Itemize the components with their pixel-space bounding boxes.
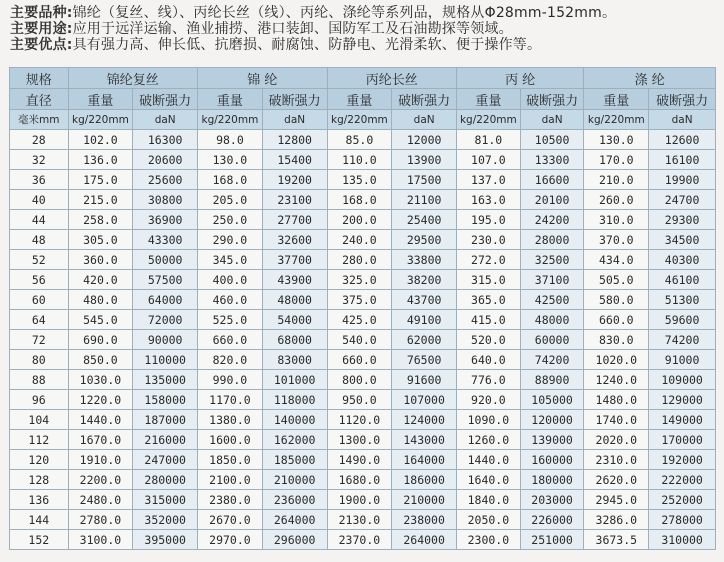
header-unit-strength: daN — [262, 110, 327, 130]
cell-strength: 50000 — [133, 250, 198, 270]
cell-weight: 205.0 — [198, 190, 263, 210]
cell-weight: 258.0 — [68, 210, 133, 230]
cell-diameter: 88 — [10, 370, 69, 390]
table-row — [10, 130, 716, 150]
cell-diameter: 104 — [10, 410, 69, 430]
cell-strength: 216000 — [133, 430, 198, 450]
cell-strength: 158000 — [133, 390, 198, 410]
cell-strength: 105000 — [520, 390, 584, 410]
cell-diameter: 44 — [10, 210, 69, 230]
header-weight: 重量 — [327, 89, 392, 110]
cell-strength: 296000 — [262, 530, 327, 550]
cell-diameter: 40 — [10, 190, 69, 210]
cell-diameter: 112 — [10, 430, 69, 450]
cell-weight: 85.0 — [327, 130, 392, 150]
cell-weight: 1490.0 — [327, 450, 392, 470]
cell-diameter: 152 — [10, 530, 69, 550]
cell-strength: 15400 — [262, 150, 327, 170]
cell-weight: 175.0 — [68, 170, 133, 190]
cell-strength: 180000 — [520, 470, 584, 490]
header-unit-strength: daN — [520, 110, 584, 130]
cell-strength: 149000 — [649, 410, 716, 430]
header-unit-weight: kg/220mm — [457, 110, 521, 130]
cell-weight: 360.0 — [68, 250, 133, 270]
cell-weight: 107.0 — [457, 150, 521, 170]
header-material: 丙纶长丝 — [327, 68, 456, 89]
cell-strength: 60000 — [520, 330, 584, 350]
cell-weight: 1640.0 — [457, 470, 521, 490]
cell-weight: 415.0 — [457, 310, 521, 330]
cell-strength: 226000 — [520, 510, 584, 530]
cell-weight: 375.0 — [327, 290, 392, 310]
intro-text: 锦纶（复丝、线）、丙纶长丝（线）、丙纶、涤纶等系列品，规格从Φ28mm-152mm。 — [72, 5, 617, 21]
header-row-units — [10, 110, 716, 130]
cell-weight: 2200.0 — [68, 470, 133, 490]
cell-strength: 164000 — [392, 450, 457, 470]
cell-strength: 51300 — [649, 290, 716, 310]
cell-weight: 310.0 — [584, 210, 649, 230]
cell-strength: 129000 — [649, 390, 716, 410]
cell-strength: 33800 — [392, 250, 457, 270]
cell-weight: 540.0 — [327, 330, 392, 350]
table-row — [10, 310, 716, 330]
cell-strength: 28000 — [520, 230, 584, 250]
cell-strength: 140000 — [262, 410, 327, 430]
header-unit-weight: kg/220mm — [327, 110, 392, 130]
cell-strength: 21100 — [392, 190, 457, 210]
cell-weight: 1170.0 — [198, 390, 263, 410]
cell-strength: 72000 — [133, 310, 198, 330]
intro-section — [0, 0, 724, 53]
table-row — [10, 330, 716, 350]
cell-strength: 315000 — [133, 490, 198, 510]
cell-diameter: 80 — [10, 350, 69, 370]
cell-strength: 43700 — [392, 290, 457, 310]
cell-weight: 1850.0 — [198, 450, 263, 470]
cell-weight: 2670.0 — [198, 510, 263, 530]
cell-weight: 690.0 — [68, 330, 133, 350]
cell-weight: 545.0 — [68, 310, 133, 330]
cell-diameter: 52 — [10, 250, 69, 270]
cell-diameter: 120 — [10, 450, 69, 470]
header-unit-mm: 毫米mm — [10, 110, 69, 130]
intro-label: 主要用途: — [10, 21, 73, 37]
cell-strength: 25400 — [392, 210, 457, 230]
cell-weight: 3673.5 — [584, 530, 649, 550]
cell-strength: 238000 — [392, 510, 457, 530]
cell-diameter: 56 — [10, 270, 69, 290]
cell-weight: 1900.0 — [327, 490, 392, 510]
table-row — [10, 510, 716, 530]
cell-strength: 236000 — [262, 490, 327, 510]
header-material: 丙 纶 — [457, 68, 584, 89]
cell-strength: 48000 — [262, 290, 327, 310]
cell-weight: 260.0 — [584, 190, 649, 210]
cell-weight: 830.0 — [584, 330, 649, 350]
cell-strength: 25600 — [133, 170, 198, 190]
cell-strength: 264000 — [262, 510, 327, 530]
intro-text: 具有强力高、伸长低、抗磨损、耐腐蚀、防静电、光滑柔软、便于操作等。 — [72, 37, 542, 53]
cell-strength: 186000 — [392, 470, 457, 490]
cell-weight: 210.0 — [584, 170, 649, 190]
cell-weight: 102.0 — [68, 130, 133, 150]
header-weight: 重量 — [457, 89, 521, 110]
header-unit-weight: kg/220mm — [68, 110, 133, 130]
header-material: 锦 纶 — [198, 68, 327, 89]
cell-strength: 91600 — [392, 370, 457, 390]
cell-strength: 36900 — [133, 210, 198, 230]
cell-weight: 525.0 — [198, 310, 263, 330]
cell-weight: 2100.0 — [198, 470, 263, 490]
table-row — [10, 450, 716, 470]
cell-weight: 660.0 — [198, 330, 263, 350]
cell-strength: 43300 — [133, 230, 198, 250]
cell-weight: 280.0 — [327, 250, 392, 270]
cell-strength: 54000 — [262, 310, 327, 330]
cell-weight: 1300.0 — [327, 430, 392, 450]
cell-strength: 24200 — [520, 210, 584, 230]
cell-weight: 580.0 — [584, 290, 649, 310]
header-unit-weight: kg/220mm — [198, 110, 263, 130]
cell-weight: 1680.0 — [327, 470, 392, 490]
cell-weight: 776.0 — [457, 370, 521, 390]
cell-strength: 46100 — [649, 270, 716, 290]
cell-weight: 2970.0 — [198, 530, 263, 550]
header-row-materials — [10, 68, 716, 89]
cell-weight: 400.0 — [198, 270, 263, 290]
cell-weight: 81.0 — [457, 130, 521, 150]
header-material: 锦纶复丝 — [68, 68, 197, 89]
cell-weight: 850.0 — [68, 350, 133, 370]
cell-weight: 240.0 — [327, 230, 392, 250]
table-row — [10, 170, 716, 190]
table-row — [10, 290, 716, 310]
table-row — [10, 410, 716, 430]
header-unit-weight: kg/220mm — [584, 110, 649, 130]
header-unit-strength: daN — [649, 110, 716, 130]
header-strength: 破断强力 — [649, 89, 716, 110]
intro-varieties — [10, 5, 724, 21]
cell-strength: 12000 — [392, 130, 457, 150]
cell-strength: 20600 — [133, 150, 198, 170]
cell-weight: 290.0 — [198, 230, 263, 250]
cell-weight: 2370.0 — [327, 530, 392, 550]
table-row — [10, 530, 716, 550]
cell-diameter: 96 — [10, 390, 69, 410]
cell-weight: 1090.0 — [457, 410, 521, 430]
cell-strength: 264000 — [392, 530, 457, 550]
header-strength: 破断强力 — [392, 89, 457, 110]
cell-strength: 29300 — [649, 210, 716, 230]
cell-weight: 98.0 — [198, 130, 263, 150]
cell-weight: 325.0 — [327, 270, 392, 290]
intro-advantages — [10, 37, 724, 53]
cell-strength: 57500 — [133, 270, 198, 290]
cell-strength: 120000 — [520, 410, 584, 430]
cell-diameter: 72 — [10, 330, 69, 350]
cell-weight: 2945.0 — [584, 490, 649, 510]
cell-weight: 2310.0 — [584, 450, 649, 470]
cell-strength: 107000 — [392, 390, 457, 410]
header-weight: 重量 — [198, 89, 263, 110]
cell-weight: 1440.0 — [68, 410, 133, 430]
cell-weight: 1910.0 — [68, 450, 133, 470]
cell-weight: 345.0 — [198, 250, 263, 270]
table-row — [10, 190, 716, 210]
cell-weight: 480.0 — [68, 290, 133, 310]
cell-weight: 168.0 — [198, 170, 263, 190]
cell-weight: 460.0 — [198, 290, 263, 310]
cell-weight: 2050.0 — [457, 510, 521, 530]
cell-weight: 820.0 — [198, 350, 263, 370]
cell-strength: 30800 — [133, 190, 198, 210]
cell-strength: 24700 — [649, 190, 716, 210]
cell-diameter: 144 — [10, 510, 69, 530]
intro-text: 应用于远洋运输、渔业捕捞、港口装卸、国防军工及石油勘探等领域。 — [72, 21, 513, 37]
cell-strength: 109000 — [649, 370, 716, 390]
cell-weight: 315.0 — [457, 270, 521, 290]
cell-strength: 139000 — [520, 430, 584, 450]
cell-diameter: 128 — [10, 470, 69, 490]
cell-weight: 170.0 — [584, 150, 649, 170]
cell-strength: 251000 — [520, 530, 584, 550]
cell-weight: 1120.0 — [327, 410, 392, 430]
cell-diameter: 36 — [10, 170, 69, 190]
table-row — [10, 370, 716, 390]
table-row — [10, 230, 716, 250]
cell-weight: 800.0 — [327, 370, 392, 390]
cell-strength: 48000 — [520, 310, 584, 330]
cell-strength: 74200 — [649, 330, 716, 350]
table-row — [10, 250, 716, 270]
table-row — [10, 430, 716, 450]
cell-weight: 2130.0 — [327, 510, 392, 530]
table-row — [10, 270, 716, 290]
header-weight: 重量 — [584, 89, 649, 110]
cell-weight: 2020.0 — [584, 430, 649, 450]
header-weight: 重量 — [68, 89, 133, 110]
cell-weight: 2780.0 — [68, 510, 133, 530]
cell-weight: 3100.0 — [68, 530, 133, 550]
cell-weight: 305.0 — [68, 230, 133, 250]
cell-strength: 278000 — [649, 510, 716, 530]
cell-weight: 3286.0 — [584, 510, 649, 530]
cell-weight: 2380.0 — [198, 490, 263, 510]
cell-weight: 135.0 — [327, 170, 392, 190]
cell-weight: 950.0 — [327, 390, 392, 410]
cell-weight: 1480.0 — [584, 390, 649, 410]
cell-diameter: 48 — [10, 230, 69, 250]
cell-strength: 12800 — [262, 130, 327, 150]
cell-strength: 43900 — [262, 270, 327, 290]
cell-strength: 101000 — [262, 370, 327, 390]
cell-weight: 1840.0 — [457, 490, 521, 510]
cell-strength: 12600 — [649, 130, 716, 150]
cell-strength: 27700 — [262, 210, 327, 230]
cell-strength: 90000 — [133, 330, 198, 350]
cell-weight: 660.0 — [584, 310, 649, 330]
cell-strength: 210000 — [392, 490, 457, 510]
cell-strength: 16100 — [649, 150, 716, 170]
cell-weight: 365.0 — [457, 290, 521, 310]
cell-strength: 352000 — [133, 510, 198, 530]
table-row — [10, 390, 716, 410]
cell-strength: 170000 — [649, 430, 716, 450]
cell-weight: 920.0 — [457, 390, 521, 410]
cell-weight: 1440.0 — [457, 450, 521, 470]
cell-weight: 130.0 — [198, 150, 263, 170]
cell-strength: 68000 — [262, 330, 327, 350]
cell-weight: 434.0 — [584, 250, 649, 270]
cell-strength: 395000 — [133, 530, 198, 550]
cell-weight: 1260.0 — [457, 430, 521, 450]
header-strength: 破断强力 — [262, 89, 327, 110]
cell-strength: 222000 — [649, 470, 716, 490]
cell-weight: 1220.0 — [68, 390, 133, 410]
cell-weight: 1740.0 — [584, 410, 649, 430]
cell-strength: 38200 — [392, 270, 457, 290]
header-strength: 破断强力 — [133, 89, 198, 110]
cell-weight: 2620.0 — [584, 470, 649, 490]
cell-weight: 195.0 — [457, 210, 521, 230]
header-material: 涤 纶 — [584, 68, 716, 89]
cell-weight: 1030.0 — [68, 370, 133, 390]
cell-strength: 42500 — [520, 290, 584, 310]
header-unit-strength: daN — [133, 110, 198, 130]
cell-weight: 250.0 — [198, 210, 263, 230]
cell-strength: 19900 — [649, 170, 716, 190]
cell-weight: 130.0 — [584, 130, 649, 150]
table-row — [10, 150, 716, 170]
cell-strength: 74200 — [520, 350, 584, 370]
spec-table — [9, 67, 716, 550]
intro-uses — [10, 21, 724, 37]
cell-strength: 91000 — [649, 350, 716, 370]
cell-strength: 252000 — [649, 490, 716, 510]
cell-strength: 32600 — [262, 230, 327, 250]
cell-strength: 88900 — [520, 370, 584, 390]
cell-strength: 192000 — [649, 450, 716, 470]
cell-diameter: 32 — [10, 150, 69, 170]
cell-weight: 215.0 — [68, 190, 133, 210]
cell-weight: 2480.0 — [68, 490, 133, 510]
intro-label: 主要优点: — [10, 37, 73, 53]
cell-strength: 124000 — [392, 410, 457, 430]
cell-strength: 16600 — [520, 170, 584, 190]
cell-strength: 29500 — [392, 230, 457, 250]
cell-strength: 64000 — [133, 290, 198, 310]
cell-strength: 187000 — [133, 410, 198, 430]
cell-diameter: 64 — [10, 310, 69, 330]
cell-weight: 200.0 — [327, 210, 392, 230]
cell-strength: 10500 — [520, 130, 584, 150]
cell-weight: 1020.0 — [584, 350, 649, 370]
cell-weight: 1600.0 — [198, 430, 263, 450]
cell-weight: 230.0 — [457, 230, 521, 250]
cell-strength: 83000 — [262, 350, 327, 370]
table-row — [10, 490, 716, 510]
cell-strength: 76500 — [392, 350, 457, 370]
header-spec: 规格 — [10, 68, 69, 89]
cell-strength: 13300 — [520, 150, 584, 170]
cell-diameter: 28 — [10, 130, 69, 150]
cell-weight: 136.0 — [68, 150, 133, 170]
cell-strength: 247000 — [133, 450, 198, 470]
cell-strength: 20100 — [520, 190, 584, 210]
cell-strength: 162000 — [262, 430, 327, 450]
intro-label: 主要品种: — [10, 5, 73, 21]
cell-strength: 32500 — [520, 250, 584, 270]
cell-weight: 640.0 — [457, 350, 521, 370]
cell-strength: 62000 — [392, 330, 457, 350]
table-row — [10, 470, 716, 490]
cell-weight: 1240.0 — [584, 370, 649, 390]
cell-strength: 143000 — [392, 430, 457, 450]
cell-strength: 19200 — [262, 170, 327, 190]
cell-strength: 135000 — [133, 370, 198, 390]
cell-strength: 118000 — [262, 390, 327, 410]
cell-strength: 185000 — [262, 450, 327, 470]
cell-weight: 1670.0 — [68, 430, 133, 450]
cell-diameter: 60 — [10, 290, 69, 310]
cell-strength: 203000 — [520, 490, 584, 510]
cell-weight: 420.0 — [68, 270, 133, 290]
cell-weight: 2300.0 — [457, 530, 521, 550]
header-row-measures — [10, 89, 716, 110]
header-diameter: 直径 — [10, 89, 69, 110]
cell-weight: 370.0 — [584, 230, 649, 250]
cell-strength: 37100 — [520, 270, 584, 290]
cell-strength: 210000 — [262, 470, 327, 490]
table-row — [10, 210, 716, 230]
cell-strength: 310000 — [649, 530, 716, 550]
cell-strength: 40300 — [649, 250, 716, 270]
cell-strength: 37700 — [262, 250, 327, 270]
cell-strength: 59600 — [649, 310, 716, 330]
cell-weight: 110.0 — [327, 150, 392, 170]
cell-strength: 110000 — [133, 350, 198, 370]
header-strength: 破断强力 — [520, 89, 584, 110]
cell-strength: 16300 — [133, 130, 198, 150]
cell-weight: 168.0 — [327, 190, 392, 210]
cell-strength: 17500 — [392, 170, 457, 190]
table-row — [10, 350, 716, 370]
cell-strength: 49100 — [392, 310, 457, 330]
cell-weight: 272.0 — [457, 250, 521, 270]
cell-weight: 520.0 — [457, 330, 521, 350]
cell-strength: 280000 — [133, 470, 198, 490]
cell-weight: 137.0 — [457, 170, 521, 190]
cell-weight: 425.0 — [327, 310, 392, 330]
cell-strength: 23100 — [262, 190, 327, 210]
cell-weight: 163.0 — [457, 190, 521, 210]
cell-weight: 505.0 — [584, 270, 649, 290]
cell-weight: 990.0 — [198, 370, 263, 390]
cell-weight: 660.0 — [327, 350, 392, 370]
cell-weight: 1380.0 — [198, 410, 263, 430]
cell-strength: 34500 — [649, 230, 716, 250]
cell-diameter: 136 — [10, 490, 69, 510]
cell-strength: 160000 — [520, 450, 584, 470]
cell-strength: 13900 — [392, 150, 457, 170]
header-unit-strength: daN — [392, 110, 457, 130]
